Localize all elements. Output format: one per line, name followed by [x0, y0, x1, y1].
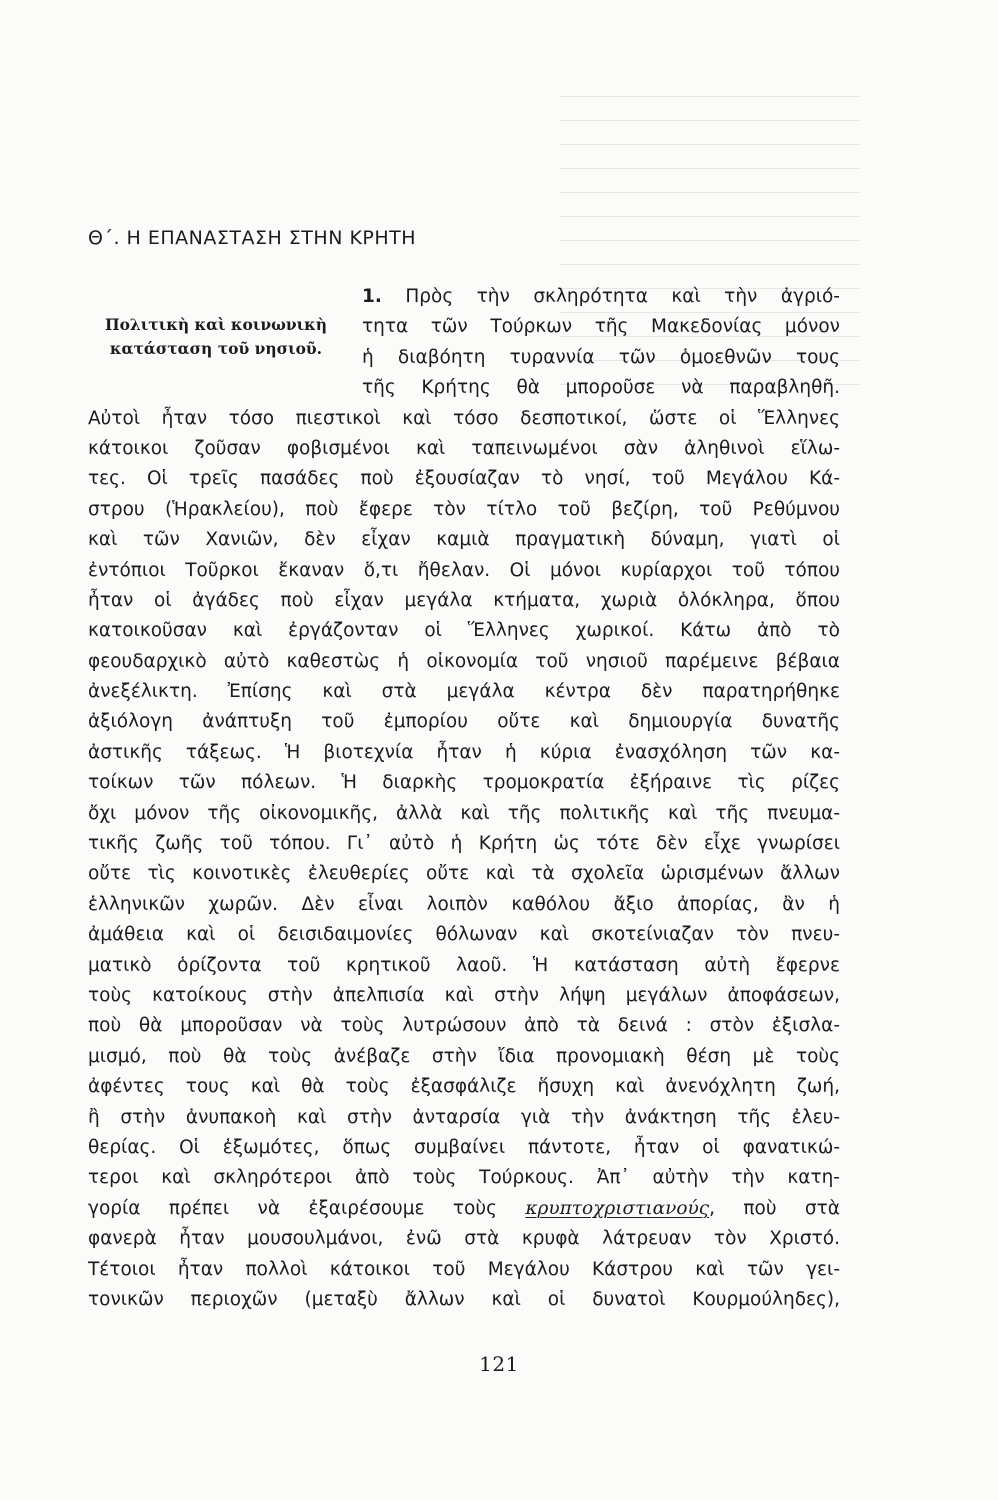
text-line: φανερὰ ἦταν μουσουλμάνοι, ἐνῶ στὰ κρυφὰ λάτρευαν τὸν Χριστό.: [88, 1228, 840, 1250]
text-line: τικῆς ζωῆς τοῦ τόπου. Γι᾿ αὐτὸ ἡ Κρήτη ὡς τότε δὲν εἶχε γνωρίσει: [88, 833, 840, 855]
text-line: ἀφέντες τους καὶ θὰ τοὺς ἐξασφάλιζε ἥσυχη καὶ ἀνενόχλητη ζωή,: [88, 1076, 840, 1098]
text-line: στρου (Ἡρακλείου), ποὺ ἔφερε τὸν τίτλο τοῦ βεζίρη, τοῦ Ρεθύμνου: [88, 498, 840, 520]
chapter-heading: Θ΄. Η ΕΠΑΝΑΣΤΑΣΗ ΣΤΗΝ ΚΡΗΤΗ: [88, 227, 417, 249]
page-number: 121: [479, 1352, 519, 1376]
text-line: ἢ στὴν ἀνυπακοὴ καὶ στὴν ἀνταρσία γιὰ τὴν ἀνάκτηση τῆς ἐλευ-: [88, 1106, 840, 1128]
text-line: τῆς Κρήτης θὰ μποροῦσε νὰ παραβληθῆ.: [362, 377, 840, 399]
text-line: θερίας. Οἱ ἐξωμότες, ὅπως συμβαίνει πάντοτε, ἦταν οἱ φανατικώ-: [88, 1136, 840, 1158]
text-line: ἡ διαβόητη τυραννία τῶν ὁμοεθνῶν τους: [362, 346, 840, 368]
text-line: ἑλληνικῶν χωρῶν. Δὲν εἶναι λοιπὸν καθόλου ἄξιο ἀπορίας, ἂν ἡ: [88, 893, 840, 915]
text-line: 1. Πρὸς τὴν σκληρότητα καὶ τὴν ἀγριό-: [362, 286, 840, 307]
text-line: Αὐτοὶ ἦταν τόσο πιεστικοὶ καὶ τόσο δεσποτικοί, ὥστε οἱ Ἕλληνες: [88, 407, 840, 429]
text-line: ἀνεξέλικτη. Ἐπίσης καὶ στὰ μεγάλα κέντρα δὲν παρατηρήθηκε: [88, 681, 840, 703]
text-line: τοὺς κατοίκους στὴν ἀπελπισία καὶ στὴν λήψη μεγάλων ἀποφάσεων,: [88, 984, 840, 1006]
text-line: ἦταν οἱ ἀγάδες ποὺ εἶχαν μεγάλα κτήματα, χωριὰ ὁλόκληρα, ὅπου: [88, 589, 840, 611]
margin-note-line-1: Πολιτικὴ καὶ κοινωνικὴ: [104, 315, 328, 334]
text-line: τητα τῶν Τούρκων τῆς Μακεδονίας μόνον: [362, 316, 840, 338]
emphasized-term: κρυπτοχριστιανούς: [525, 1197, 710, 1219]
text-line: τες. Οἱ τρεῖς πασάδες ποὺ ἐξουσίαζαν τὸ νησί, τοῦ Μεγάλου Κά-: [88, 468, 840, 490]
text-line: τοίκων τῶν πόλεων. Ἡ διαρκὴς τρομοκρατία ἐξήραινε τὶς ρίζες: [88, 772, 840, 794]
text-line: τεροι καὶ σκληρότεροι ἀπὸ τοὺς Τούρκους. Ἀπ᾿ αὐτὴν τὴν κατη-: [88, 1167, 840, 1189]
text-line: φεουδαρχικὸ αὐτὸ καθεστὼς ἡ οἰκονομία τοῦ νησιοῦ παρέμεινε βέβαια: [88, 650, 840, 672]
text-line: ἀμάθεια καὶ οἱ δεισιδαιμονίες θόλωναν καὶ σκοτείνιαζαν τὸν πνευ-: [88, 924, 840, 946]
text-line: ὄχι μόνον τῆς οἰκονομικῆς, ἀλλὰ καὶ τῆς πολιτικῆς καὶ τῆς πνευμα-: [88, 802, 840, 824]
text-line: τονικῶν περιοχῶν (μεταξὺ ἄλλων καὶ οἱ δυνατοὶ Κουρμούληδες),: [88, 1288, 840, 1310]
text-line: ἐντόπιοι Τοῦρκοι ἔκαναν ὅ,τι ἤθελαν. Οἱ μόνοι κυρίαρχοι τοῦ τόπου: [88, 559, 840, 581]
text-line: ἀστικῆς τάξεως. Ἡ βιοτεχνία ἦταν ἡ κύρια ἐνασχόληση τῶν κα-: [88, 741, 840, 763]
text-line: κάτοικοι ζοῦσαν φοβισμένοι καὶ ταπεινωμένοι σὰν ἀληθινοὶ εἵλω-: [88, 437, 840, 459]
text-line: οὔτε τὶς κοινοτικὲς ἐλευθερίες οὔτε καὶ τὰ σχολεῖα ὡρισμένων ἄλλων: [88, 863, 840, 885]
text-line: ἀξιόλογη ἀνάπτυξη τοῦ ἐμπορίου οὔτε καὶ δημιουργία δυνατῆς: [88, 711, 840, 733]
margin-note-line-2: κατάσταση τοῦ νησιοῦ.: [109, 339, 323, 358]
text-line: κατοικοῦσαν καὶ ἐργάζονταν οἱ Ἕλληνες χωρικοί. Κάτω ἀπὸ τὸ: [88, 620, 840, 642]
text-line: καὶ τῶν Χανιῶν, δὲν εἶχαν καμιὰ πραγματικὴ δύναμη, γιατὶ οἱ: [88, 529, 840, 551]
body-text: [88, 282, 840, 1315]
text-line: ματικὸ ὁρίζοντα τοῦ κρητικοῦ λαοῦ. Ἡ κατάσταση αὐτὴ ἔφερνε: [88, 954, 840, 976]
paragraph-number: 1.: [362, 286, 382, 307]
text-line: μισμό, ποὺ θὰ τοὺς ἀνέβαζε στὴν ἴδια προνομιακὴ θέση μὲ τοὺς: [88, 1045, 840, 1067]
text-line: Τέτοιοι ἦταν πολλοὶ κάτοικοι τοῦ Μεγάλου Κάστρου καὶ τῶν γει-: [88, 1258, 840, 1280]
text-line: ποὺ θὰ μποροῦσαν νὰ τοὺς λυτρώσουν ἀπὸ τὰ δεινά : στὸν ἐξισλα-: [88, 1015, 840, 1037]
text-line: γορία πρέπει νὰ ἐξαιρέσουμε τοὺς κρυπτοχριστιανούς, ποὺ στὰ: [88, 1197, 840, 1219]
